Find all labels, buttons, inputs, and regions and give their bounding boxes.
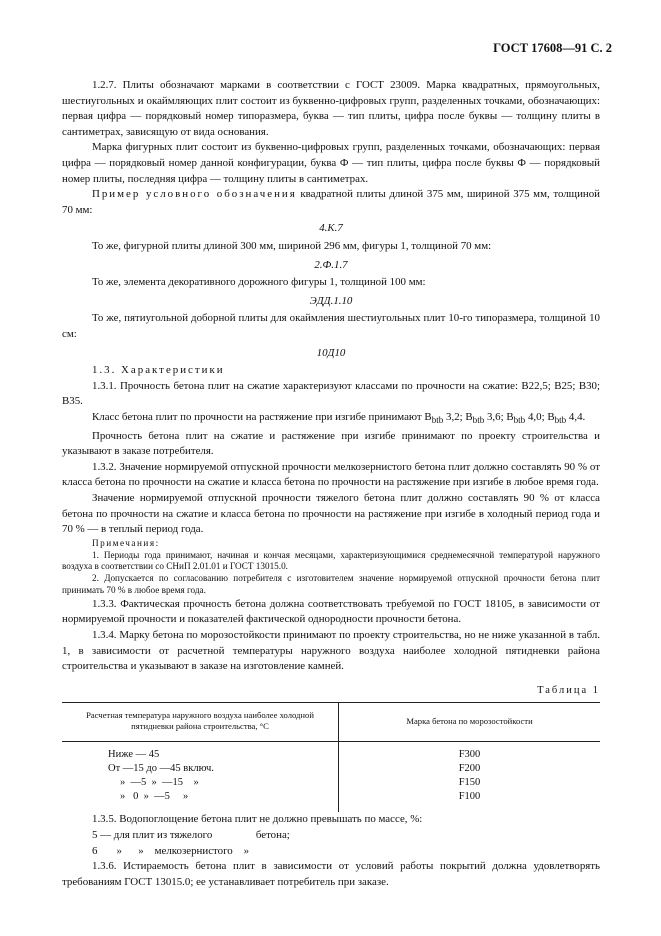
paragraph-project: Прочность бетона плит на сжатие и растяжение при изгибе принимают по проекту строительства и указывают в заказе потребителя. [62, 429, 600, 458]
paragraph-figured-plates: Марка фигурных плит состоит из буквенно-цифровых групп, разделенных точками, обозначающих: первая цифра — порядковый номер данной конфигурации, буква Ф — тип плиты, цифра после буквы Ф — порядковый номер плиты, последняя цифра — толщину плиты в сантиметрах. [62, 141, 600, 185]
paragraph-same-3: То же, пятиугольной доборной плиты для окаймления шестиугольных плит 10-го типоразмера, толщиной 10 см: [62, 312, 600, 340]
paragraph-1-3-2: 1.3.2. Значение нормируемой отпускной прочности мелкозернистого бетона плит должно составлять 90 % от класса бетона по прочности на сжатие и класса бетона по прочности на растяжение при изгибе в любое время года. [62, 460, 600, 489]
paragraph-1-3-1: 1.3.1. Прочность бетона плит на сжатие характеризуют классами по прочности на сжатие: В22,5; В25; В30; В35. [62, 379, 600, 408]
table-row [62, 762, 600, 776]
mark-example-2: 2.Ф.1.7 [314, 258, 348, 271]
table-cell-temperature: Ниже — 45 [62, 742, 339, 763]
paragraph-1-3-3: 1.3.3. Фактическая прочность бетона должна соответствовать требуемой по ГОСТ 18105, в зависимости от нормируемой прочности и показателей фактической однородности прочности бетона. [62, 597, 600, 626]
paragraph-heavy-concrete: Значение нормируемой отпускной прочности тяжелого бетона плит должно составлять 90 % от класса бетона по прочности на сжатие и класса бетона по прочности на растяжение при изгибе в холодный период года и 70 % — в теплый период года. [62, 492, 600, 536]
table-cell-grade: F100 [458, 791, 481, 803]
tension-text-c: 3,6; В [484, 410, 514, 423]
table-cell-temperature: » —5 » —15 » [62, 776, 339, 790]
mark-example-1: 4.К.7 [319, 222, 343, 235]
subscript-btb: btb [513, 415, 526, 426]
note-1: 1. Периоды года принимают, начиная и кончая месяцами, характеризующимися среднемесячной температурой наружного воздуха в соответствии со СНиП 2.01.01 и ГОСТ 13015.0. [62, 549, 600, 572]
table-cell-temperature: От —15 до —45 включ. [62, 762, 339, 776]
frost-resistance-table [62, 702, 600, 812]
paragraph-same-2: То же, элемента декоративного дорожного фигуры 1, толщиной 100 мм: [92, 276, 426, 289]
mark-example-3: ЭДД.1.10 [309, 294, 353, 307]
subscript-btb: btb [554, 415, 567, 426]
table-header-temperature: Расчетная температура наружного воздуха наиболее холодной пятидневки района строительства, °С [62, 703, 339, 742]
table-row [62, 742, 600, 763]
table-header-grade: Марка бетона по морозостойкости [339, 703, 601, 742]
tension-text-b: 3,2; В [443, 410, 473, 423]
mark-example-4: 10Д10 [316, 346, 346, 359]
document-body [62, 78, 600, 890]
example-label: Пример условного обозначения [92, 188, 297, 201]
table-header-row [62, 703, 600, 742]
paragraph-same-1: То же, фигурной плиты длиной 300 мм, шириной 296 мм, фигуры 1, толщиной 70 мм: [92, 239, 492, 252]
page-header: ГОСТ 17608—91 С. 2 [493, 41, 612, 55]
table-row [62, 776, 600, 790]
paragraph-1-3-5-fine: 6 » » мелкозернистого » [92, 844, 250, 857]
notes-block [62, 538, 600, 597]
paragraph-1-3-4: 1.3.4. Марку бетона по морозостойкости принимают по проекту строительства, но не ниже указанной в табл. 1, в зависимости от расчетной температуры наружного воздуха наиболее холодной пятидневки района строительства и указывают в заказе на изготовление камней. [62, 628, 600, 673]
note-2: 2. Допускается по согласованию потребителя с изготовителем значение нормируемой отпускной прочности бетона плит принимать 70 % в любое время года. [62, 573, 600, 595]
example-text: квадратной плиты длиной 375 мм, шириной 375 мм, толщиной 70 мм: [62, 188, 600, 216]
table-cell-temperature: » 0 » —5 » [62, 790, 339, 812]
tension-text-e: 4,4. [566, 410, 586, 423]
table-row [62, 790, 600, 812]
paragraph-tension-classes [62, 410, 600, 429]
paragraph-1-2-7: 1.2.7. Плиты обозначают марками в соответствии с ГОСТ 23009. Марка квадратных, прямоугольных, шестиугольных и окаймляющих плит состоит из буквенно-цифровых групп, разделенных точками, обозначающих: первая цифра — порядковый номер типоразмера, буква — тип плиты, цифра после буквы — толщину плиты в сантиметрах, зависящую от вида основания. [62, 79, 600, 138]
notes-title: Примечания: [92, 537, 160, 548]
subscript-btb: btb [431, 415, 444, 426]
paragraph-1-3-5: 1.3.5. Водопоглощение бетона плит не должно превышать по массе, %: [92, 813, 423, 826]
section-heading-1-3: 1.3. Характеристики [92, 364, 225, 377]
paragraph-1-3-6: 1.3.6. Истираемость бетона плит в зависимости от условий работы покрытий должна удовлетворять требованиям ГОСТ 13015.0; ее устанавливает потребитель при заказе. [62, 860, 600, 888]
paragraph-1-3-5-heavy: 5 — для плит из тяжелого бетона; [92, 828, 290, 841]
table-cell-grade: F200 [458, 763, 481, 775]
tension-text-d: 4,0; В [525, 410, 555, 423]
table-cell-grade: F300 [458, 749, 481, 761]
table-caption: Таблица 1 [537, 684, 600, 696]
table-cell-grade: F150 [458, 777, 481, 789]
subscript-btb: btb [472, 415, 485, 426]
tension-text-a: Класс бетона плит по прочности на растяжение при изгибе принимают В [92, 410, 432, 423]
paragraph-example [62, 187, 600, 218]
